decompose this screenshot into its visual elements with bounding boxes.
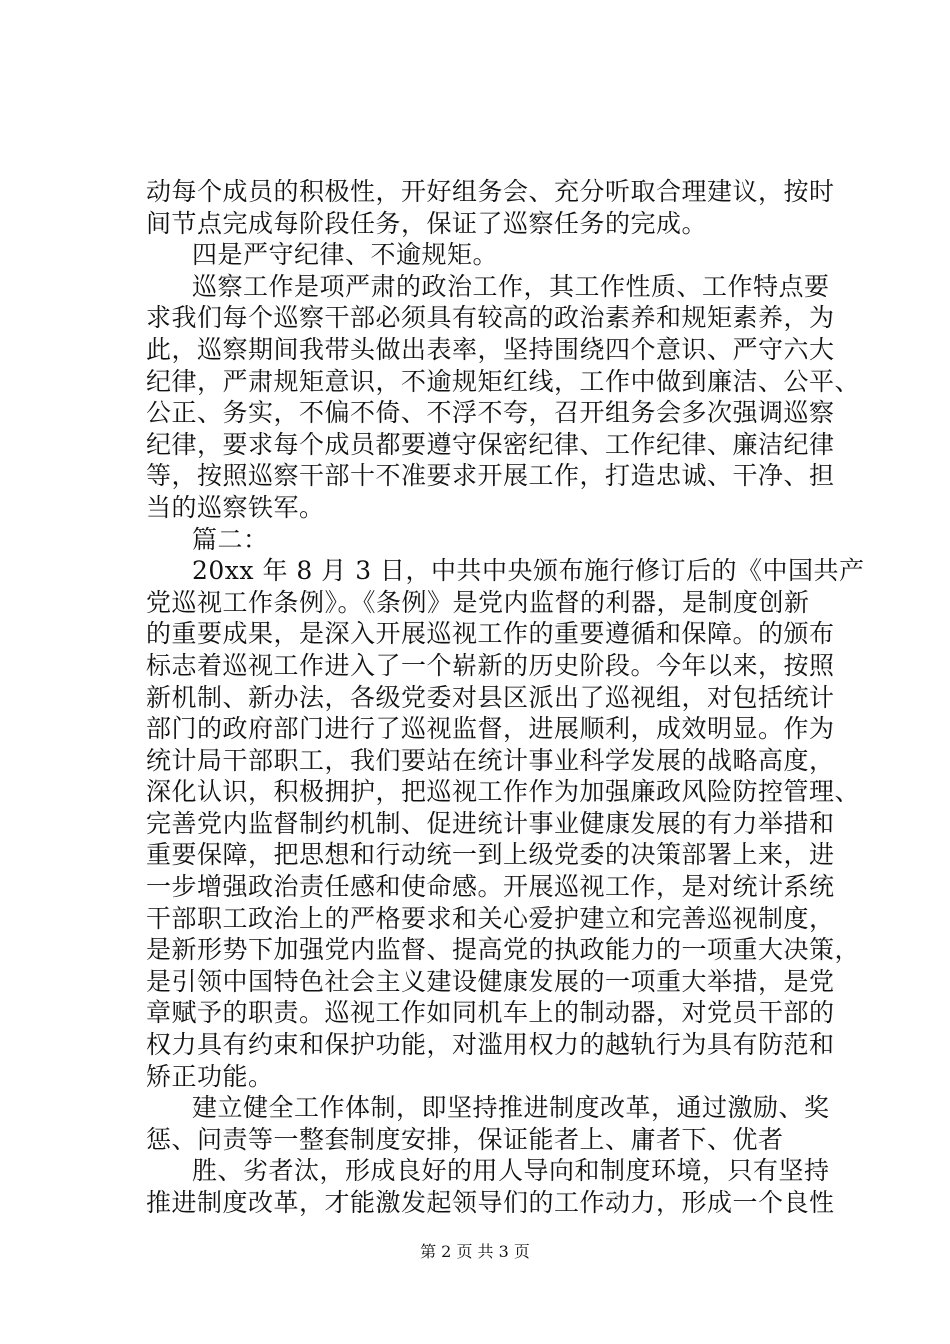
text-line: 胜、劣者汰，形成良好的用人导向和制度环境，只有坚持 bbox=[192, 1156, 830, 1186]
text-line: 惩、问责等一整套制度安排，保证能者上、庸者下、优者 bbox=[146, 1124, 784, 1154]
text-line: 巡察工作是项严肃的政治工作，其工作性质、工作特点要 bbox=[192, 271, 830, 301]
text-line: 等，按照巡察干部十不准要求开展工作，打造忠诚、干净、担 bbox=[146, 461, 835, 491]
text-line: 公正、务实，不偏不倚、不浮不夸，召开组务会多次强调巡察 bbox=[146, 398, 835, 428]
text-line: 统计局干部职工，我们要站在统计事业科学发展的战略高度， bbox=[146, 745, 835, 775]
text-line: 党巡视工作条例》。《条例》是党内监督的利器，是制度创新 bbox=[146, 587, 810, 617]
text-line: 四是严守纪律、不逾规矩。 bbox=[192, 240, 499, 270]
text-line: 是引领中国特色社会主义建设健康发展的一项重大举措，是党 bbox=[146, 966, 835, 996]
text-line: 推进制度改革，才能激发起领导们的工作动力，形成一个良性 bbox=[146, 1188, 835, 1217]
text-line: 深化认识，积极拥护，把巡视工作作为加强廉政风险防控管理、 bbox=[146, 777, 861, 807]
text-line: 是新形势下加强党内监督、提高党的执政能力的一项重大决策， bbox=[146, 935, 861, 965]
text-line: 干部职工政治上的严格要求和关心爱护建立和完善巡视制度， bbox=[146, 903, 835, 933]
text-line: 动每个成员的积极性，开好组务会、充分听取合理建议，按时 bbox=[146, 177, 835, 206]
page-footer: 第 2 页 共 3 页 bbox=[420, 1242, 530, 1261]
text-line: 当的巡察铁军。 bbox=[146, 492, 325, 522]
text-line: 此，巡察期间我带头做出表率，坚持围绕四个意识、严守六大 bbox=[146, 334, 835, 364]
text-line: 纪律，严肃规矩意识，不逾规矩红线，工作中做到廉洁、公平、 bbox=[146, 366, 861, 396]
text-line: 权力具有约束和保护功能，对滥用权力的越轨行为具有防范和 bbox=[146, 1030, 835, 1060]
text-line: 重要保障，把思想和行动统一到上级党委的决策部署上来，进 bbox=[146, 840, 835, 870]
text-line: 20xx 年 8 月 3 日，中共中央颁布施行修订后的《中国共产 bbox=[192, 556, 865, 586]
text-line: 纪律，要求每个成员都要遵守保密纪律、工作纪律、廉洁纪律 bbox=[146, 429, 835, 459]
text-line: 矫正功能。 bbox=[146, 1061, 274, 1091]
text-line: 完善党内监督制约机制、促进统计事业健康发展的有力举措和 bbox=[146, 808, 835, 838]
text-line: 建立健全工作体制，即坚持推进制度改革，通过激励、奖 bbox=[192, 1093, 830, 1123]
text-line: 间节点完成每阶段任务，保证了巡察任务的完成。 bbox=[146, 208, 708, 238]
text-line: 一步增强政治责任感和使命感。开展巡视工作，是对统计系统 bbox=[146, 872, 835, 902]
text-line: 篇二： bbox=[192, 524, 269, 554]
text-line: 部门的政府部门进行了巡视监督，进展顺利，成效明显。作为 bbox=[146, 714, 835, 744]
text-line: 新机制、新办法，各级党委对县区派出了巡视组，对包括统计 bbox=[146, 682, 835, 712]
document-body bbox=[146, 176, 865, 1219]
text-line: 章赋予的职责。巡视工作如同机车上的制动器，对党员干部的 bbox=[146, 998, 835, 1028]
text-line: 求我们每个巡察干部必须具有较高的政治素养和规矩素养，为 bbox=[146, 303, 835, 333]
text-line: 标志着巡视工作进入了一个崭新的历史阶段。今年以来，按照 bbox=[146, 650, 835, 680]
text-line: 的重要成果，是深入开展巡视工作的重要遵循和保障。的颁布 bbox=[146, 619, 835, 649]
